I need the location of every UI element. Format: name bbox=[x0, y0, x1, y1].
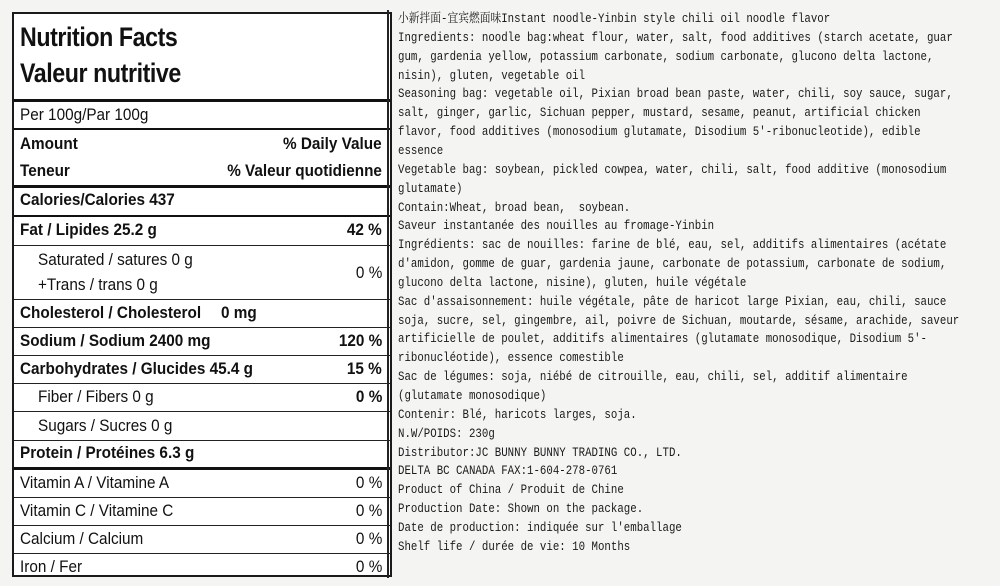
daily-value-label-fr: % Valeur quotidienne bbox=[227, 161, 382, 180]
nutrition-title-fr: Valeur nutritive bbox=[20, 58, 181, 88]
trans: +Trans / trans 0 g bbox=[38, 275, 158, 294]
divider bbox=[14, 383, 390, 384]
divider bbox=[14, 497, 390, 498]
protein: Protein / Protéines 6.3 g bbox=[20, 443, 195, 462]
column-divider bbox=[387, 10, 389, 578]
calcium-dv: 0 % bbox=[355, 529, 382, 548]
divider bbox=[14, 440, 390, 441]
label-text-line: Ingrédients: sac de nouilles: farine de blé, eau, sel, additifs alimentaires (acétate bbox=[398, 238, 947, 253]
divider bbox=[14, 128, 390, 130]
label-text-line: flavor, food additives (monosodium glutamate, Disodium 5'-ribonucleotide), edible bbox=[398, 125, 921, 140]
label-text-line: essence bbox=[398, 143, 444, 158]
label-text-line: Date de production: indiquée sur l'emballage bbox=[398, 520, 682, 535]
label-text-line: Product of China / Produit de Chine bbox=[398, 483, 624, 498]
carbohydrates-dv: 15 % bbox=[347, 359, 382, 378]
sat-trans-dv: 0 % bbox=[355, 263, 382, 282]
label-text-line: Distributor:JC BUNNY BUNNY TRADING CO., LTD. bbox=[398, 445, 682, 460]
label-text-line: Seasoning bag: vegetable oil, Pixian broad bean paste, water, chili, soy sauce, sugar, bbox=[398, 87, 953, 102]
label-text-line: 小新拌面-宜宾燃面味Instant noodle-Yinbin style chili oil noodle flavor bbox=[398, 12, 831, 26]
divider bbox=[14, 355, 390, 356]
label-text-line: Vegetable bag: soybean, pickled cowpea, water, chili, salt, food additive (monosodium bbox=[398, 162, 947, 177]
label-text-line: Ingredients: noodle bag:wheat flour, water, salt, food additives (starch acetate, guar bbox=[398, 30, 953, 45]
label-text-line: N.W/POIDS: 230g bbox=[398, 426, 495, 441]
label-text-line: glutamate) bbox=[398, 181, 463, 196]
label-text-line: ribonucléotide), essence comestible bbox=[398, 351, 624, 366]
fat-dv: 42 % bbox=[347, 220, 382, 239]
vitamin-c: Vitamin C / Vitamine C bbox=[20, 501, 174, 520]
daily-value-label-en: % Daily Value bbox=[283, 134, 382, 153]
carbohydrates: Carbohydrates / Glucides 45.4 g bbox=[20, 359, 253, 378]
calcium: Calcium / Calcium bbox=[20, 529, 144, 548]
label-text-line: glucono delta lactone, nisine), gluten, huile végétale bbox=[398, 275, 747, 290]
fiber-dv: 0 % bbox=[355, 387, 382, 406]
divider bbox=[14, 245, 390, 246]
label-text-line: DELTA BC CANADA FAX:1-604-278-0761 bbox=[398, 464, 618, 479]
divider bbox=[14, 99, 390, 102]
divider bbox=[14, 553, 390, 554]
iron-dv: 0 % bbox=[355, 557, 382, 576]
label-text-line: soja, sucre, sel, gingembre, ail, poivre de Sichuan, moutarde, sésame, arachide, saveur bbox=[398, 313, 960, 328]
divider bbox=[14, 525, 390, 526]
sodium-dv: 120 % bbox=[338, 331, 382, 350]
label-text-line: salt, ginger, garlic, Sichuan pepper, mustard, sesame, peanut, artificial chicken bbox=[398, 106, 921, 121]
saturated: Saturated / satures 0 g bbox=[38, 250, 193, 269]
divider bbox=[14, 299, 390, 300]
label-text-line: Contain:Wheat, broad bean, soybean. bbox=[398, 200, 631, 215]
vitamin-a-dv: 0 % bbox=[355, 473, 382, 492]
calories: Calories/Calories 437 bbox=[20, 190, 175, 209]
label-text-line: gum, gardenia yellow, potassium carbonate, sodium carbonate, glucono delta lactone, bbox=[398, 49, 934, 64]
label-text-line: Shelf life / durée de vie: 10 Months bbox=[398, 539, 631, 554]
amount-label-fr: Teneur bbox=[20, 161, 70, 180]
divider bbox=[14, 327, 390, 328]
label-text-line: d'amidon, gomme de guar, gardenia jaune, carbonate de potassium, carbonate de sodium, bbox=[398, 257, 947, 272]
label-text-line: nisin), gluten, vegetable oil bbox=[398, 68, 586, 83]
label-text-line: Sac de légumes: soja, niébé de citrouille, eau, chili, sel, additif alimentaire bbox=[398, 370, 908, 385]
label-text-line: Production Date: Shown on the package. bbox=[398, 502, 644, 517]
divider bbox=[14, 467, 390, 470]
sugars: Sugars / Sucres 0 g bbox=[38, 416, 173, 435]
vitamin-c-dv: 0 % bbox=[355, 501, 382, 520]
divider bbox=[14, 411, 390, 412]
label-text-line: (glutamate monosodique) bbox=[398, 389, 547, 403]
label-text-line: Contenir: Blé, haricots larges, soja. bbox=[398, 407, 637, 422]
sodium: Sodium / Sodium 2400 mg bbox=[20, 331, 211, 350]
vitamin-a: Vitamin A / Vitamine A bbox=[20, 473, 170, 492]
label-text-line: Saveur instantanée des nouilles au fromage-Yinbin bbox=[398, 219, 715, 234]
divider bbox=[14, 185, 390, 188]
iron: Iron / Fer bbox=[20, 557, 83, 576]
nutrition-facts-table bbox=[12, 12, 392, 577]
label-text-line: artificielle de poulet, additifs alimentaires (glutamate monosodique, Disodium 5'- bbox=[398, 332, 927, 347]
amount-label-en: Amount bbox=[20, 134, 78, 153]
divider bbox=[14, 215, 390, 217]
cholesterol: Cholesterol / Cholesterol bbox=[20, 303, 202, 322]
cholesterol-value: 0 mg bbox=[221, 303, 257, 322]
fiber: Fiber / Fibers 0 g bbox=[38, 387, 154, 406]
label-text-line: Sac d'assaisonnement: huile végétale, pâte de haricot large Pixian, eau, chili, sauce bbox=[398, 294, 947, 309]
fat: Fat / Lipides 25.2 g bbox=[20, 220, 157, 239]
serving-size: Per 100g/Par 100g bbox=[20, 105, 149, 124]
nutrition-title-en: Nutrition Facts bbox=[20, 22, 178, 52]
